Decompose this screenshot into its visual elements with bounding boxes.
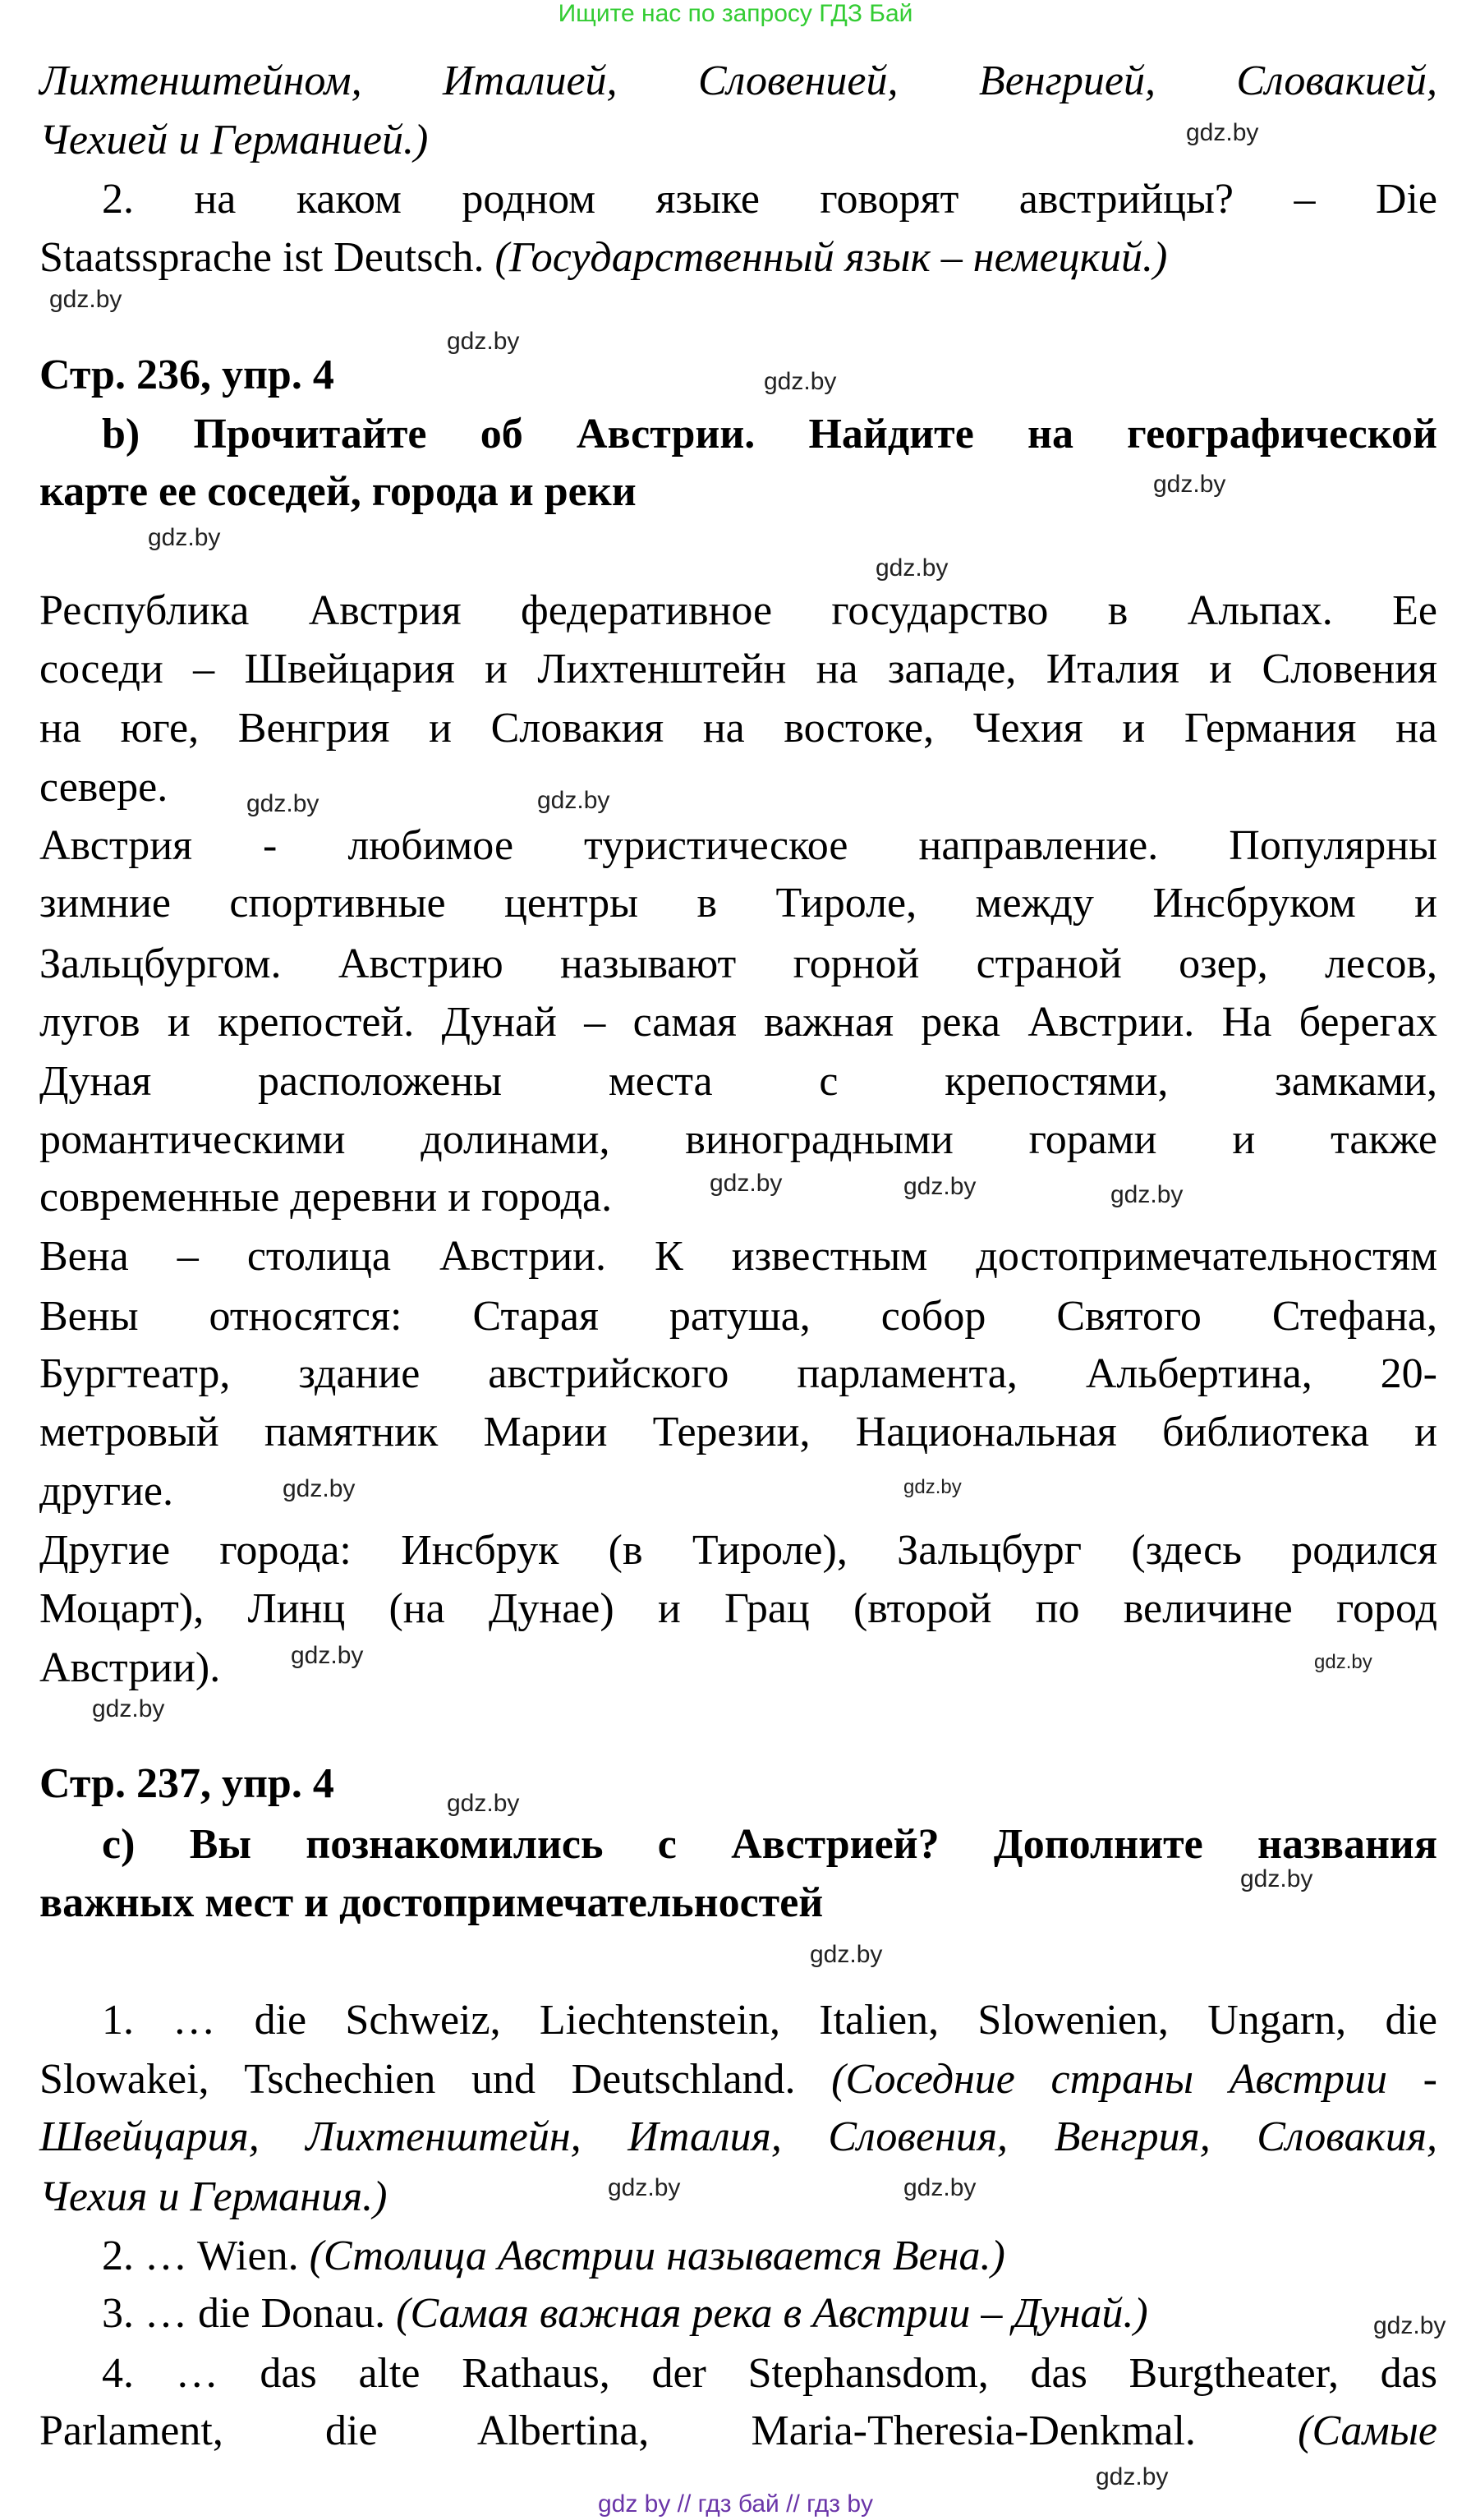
text-segment: Parlament, die Albertina, Maria-Theresia-Denkmal. — [39, 2407, 1299, 2455]
text-segment: (Соседние страны Австрии - — [831, 2055, 1437, 2103]
text-segment: карте ее соседей, города и реки — [39, 468, 637, 516]
watermark: gdz.by — [903, 2173, 977, 2201]
text-segment: (Столица Австрии называется Вена.) — [309, 2233, 1005, 2279]
text-segment: Дуная расположены места с крепостями, замками, — [39, 1058, 1437, 1106]
text-line — [39, 1403, 1437, 1462]
watermark: gdz.by — [764, 367, 837, 395]
watermark: gdz.by — [1096, 2463, 1169, 2490]
text-segment: Бургтеатр, здание австрийского парламента, Альбертина, 20- — [39, 1350, 1437, 1398]
section-heading — [39, 1754, 1437, 1814]
watermark: gdz.by — [810, 1940, 883, 1968]
answer-line — [39, 2168, 1437, 2227]
text-segment: (Самые — [1298, 2407, 1437, 2455]
text-segment: 2. … Wien. — [102, 2233, 310, 2279]
watermark: gdz.by — [1110, 1180, 1184, 1208]
text-segment: лугов и крепостей. Дунай – самая важная река Австрии. На берегах — [39, 998, 1437, 1046]
text-line — [39, 640, 1437, 699]
text-segment: 3. … die Donau. — [102, 2290, 397, 2338]
text-line — [39, 1111, 1437, 1170]
text-segment: Вена – столица Австрии. К известным достопримечательностям — [39, 1233, 1437, 1281]
text-segment: Чехией и Германией.) — [39, 117, 429, 163]
text-segment: соседи – Швейцария и Лихтенштейн на западе, Италия и Словения — [39, 645, 1437, 692]
text-segment: современные деревни и города. — [39, 1174, 613, 1221]
watermark: gdz.by — [246, 790, 319, 818]
watermark: gdz.by — [49, 286, 122, 314]
task-title — [39, 1874, 1437, 1933]
task-title — [102, 1815, 1437, 1874]
answer-line — [39, 2050, 1437, 2109]
text-segment: Австрия - любимое туристическое направление. Популярны — [39, 821, 1437, 869]
text-segment: другие. — [39, 1468, 174, 1515]
text-segment: (Государственный язык – немецкий.) — [494, 233, 1168, 281]
section-heading — [39, 346, 1437, 405]
text-segment: b) Прочитайте об Австрии. Найдите на географической — [102, 410, 1437, 458]
text-segment: Зальцбургом. Австрию называют горной страной озер, лесов, — [39, 940, 1437, 988]
text-segment: Швейцария, Лихтенштейн, Италия, Словения, Венгрия, Словакия, — [39, 2113, 1437, 2161]
text-segment: важных мест и достопримечательностей — [39, 1879, 824, 1926]
text-segment: Лихтенштейном, Италией, Словенией, Венгрией, Словакией, — [39, 57, 1437, 104]
watermark: gdz.by — [447, 328, 520, 355]
text-segment: Стр. 236, упр. 4 — [39, 351, 334, 398]
text-segment: Чехия и Германия.) — [39, 2173, 388, 2220]
text-line — [39, 1521, 1437, 1580]
watermark: gdz.by — [447, 1790, 520, 1817]
task-title — [39, 462, 1437, 522]
text-line — [39, 699, 1437, 758]
text-segment: Slowakei, Tschechien und Deutschland. — [39, 2055, 832, 2103]
text-line — [39, 1462, 1437, 1521]
watermark: gdz.by — [876, 554, 949, 582]
text-line — [39, 228, 1437, 287]
watermark: gdz.by — [1186, 118, 1259, 146]
text-line — [39, 1227, 1437, 1286]
text-segment: Вены относятся: Старая ратуша, собор Святого Стефана, — [39, 1292, 1437, 1340]
watermark: gdz.by — [903, 1475, 962, 1498]
text-segment: метровый памятник Марии Терезии, Национальная библиотека и — [39, 1408, 1437, 1455]
site-banner: Ищите нас по запросу ГДЗ Бай — [558, 0, 913, 27]
text-line — [39, 582, 1437, 641]
text-line — [39, 1580, 1437, 1639]
task-title — [102, 405, 1437, 464]
text-segment: романтическими долинами, виноградными горами и также — [39, 1115, 1437, 1163]
text-line — [102, 170, 1437, 229]
text-line — [39, 1345, 1437, 1404]
answer-line — [102, 2344, 1437, 2403]
watermark: gdz.by — [148, 523, 221, 551]
answer-line — [102, 1991, 1437, 2050]
text-segment: Другие города: Инсбрук (в Тироле), Зальцбург (здесь родился — [39, 1527, 1437, 1575]
text-segment: c) Вы познакомились с Австрией? Дополните названия — [102, 1821, 1437, 1869]
watermark: gdz.by — [710, 1170, 783, 1197]
text-segment: (Самая важная река в Австрии – Дунай.) — [396, 2290, 1148, 2338]
text-segment: Стр. 237, упр. 4 — [39, 1760, 334, 1807]
watermark: gdz.by — [92, 1695, 165, 1722]
text-line — [39, 1639, 1437, 1698]
watermark: gdz.by — [608, 2173, 681, 2201]
text-segment: Австрии). — [39, 1644, 221, 1692]
text-line — [39, 52, 1437, 111]
watermark: gdz.by — [1240, 1865, 1313, 1892]
text-segment: севере. — [39, 764, 168, 812]
text-line — [39, 993, 1437, 1052]
text-segment: 4. … das alte Rathaus, der Stephansdom, das Burgtheater, das — [102, 2349, 1437, 2397]
watermark: gdz.by — [1314, 1650, 1372, 1673]
text-line — [39, 1052, 1437, 1111]
watermark: gdz.by — [1153, 471, 1226, 499]
answer-line — [39, 2108, 1437, 2167]
text-line — [39, 1287, 1437, 1346]
text-segment: Staatssprache ist Deutsch. — [39, 233, 495, 281]
answer-line — [39, 2402, 1437, 2461]
text-segment: 2. на каком родном языке говорят австрийцы? – Die — [102, 176, 1437, 223]
watermark: gdz.by — [537, 787, 610, 815]
watermark: gdz.by — [291, 1642, 364, 1669]
text-segment: Республика Австрия федеративное государство в Альпах. Ее — [39, 587, 1437, 635]
text-segment: Моцарт), Линц (на Дунае) и Грац (второй по величине город — [39, 1584, 1437, 1632]
text-line — [39, 874, 1437, 933]
site-footer: gdz by // гдз бай // гдз by — [597, 2490, 874, 2518]
answer-line — [102, 2227, 1437, 2286]
text-segment: 1. … die Schweiz, Liechtenstein, Italien, Slowenien, Ungarn, die — [102, 1996, 1437, 2044]
text-segment: зимние спортивные центры в Тироле, между Инсбруком и — [39, 880, 1437, 927]
text-line — [39, 935, 1437, 994]
watermark: gdz.by — [903, 1172, 977, 1200]
answer-line — [102, 2284, 1437, 2343]
text-segment: на юге, Венгрия и Словакия на востоке, Чехия и Германия на — [39, 704, 1437, 752]
watermark: gdz.by — [283, 1474, 356, 1502]
watermark: gdz.by — [1373, 2311, 1446, 2339]
text-line — [39, 816, 1437, 876]
